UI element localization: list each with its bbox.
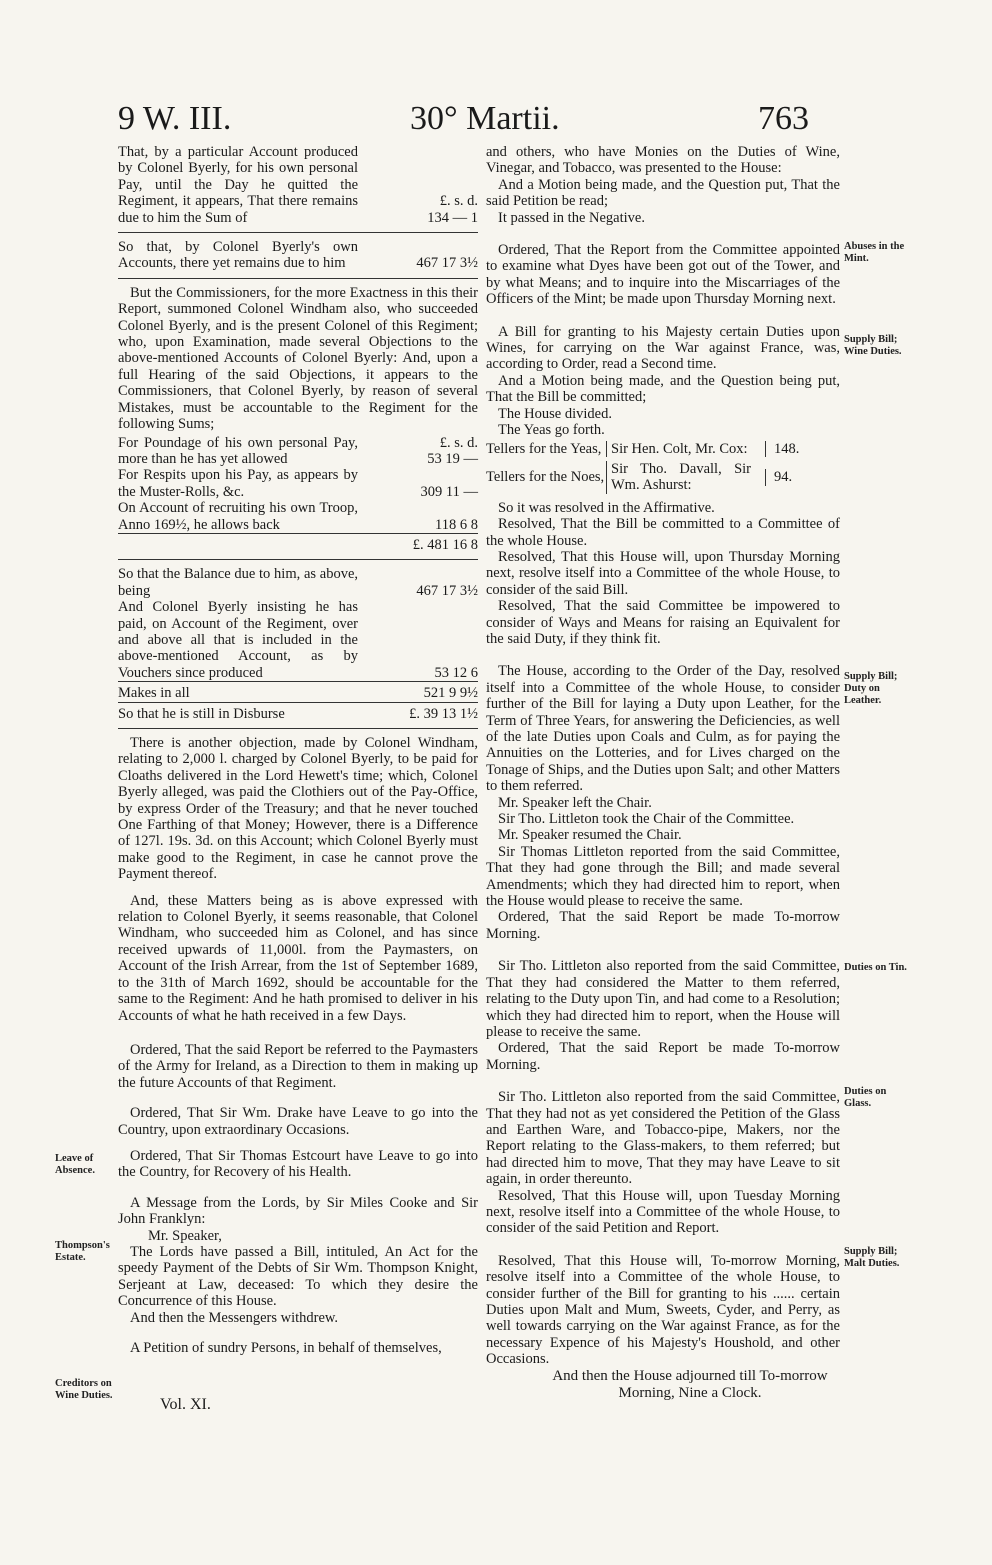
account-amount: £. s. d. 53 19 — xyxy=(358,435,478,468)
account-text: So that he is still in Disburse xyxy=(118,702,358,722)
paragraph: Ordered, That Sir Thomas Estcourt have Leave to go into the Country, for Recovery of his Health. xyxy=(118,1147,478,1181)
division-tellers xyxy=(486,441,840,494)
account-text: For Poundage of his own personal Pay, more than he has yet allowed xyxy=(118,434,358,467)
divider xyxy=(118,559,478,560)
paragraph: The Lords have passed a Bill, intituled, An Act for the speedy Payment of the Debts of Sir Wm. Thompson Knight, Serjeant at Law, deceased: To which they desire the Concurrence of this House. xyxy=(118,1243,478,1310)
account-text: On Account of recruiting his own Troop, Anno 169½, he allows back xyxy=(118,500,358,533)
paragraph: A Message from the Lords, by Sir Miles Cooke and Sir John Franklyn: xyxy=(118,1194,478,1228)
paragraph: Resolved, That the said Committee be impowered to consider of Ways and Means for raising an Equivalent for the said Duty, if they think fit. xyxy=(486,598,840,647)
tellers-noes: Tellers for the Noes, Sir Tho. Davall, Sir Wm. Ashurst: 94. xyxy=(486,460,793,494)
paragraph: And a Motion being made, and the Question being put, That the Bill be committed; xyxy=(486,372,840,406)
margin-note-glass: Duties on Glass. xyxy=(844,1086,887,1109)
page-number: 763 xyxy=(758,100,809,137)
account-text: Makes in all xyxy=(118,682,358,702)
paragraph: Sir Tho. Littleton also reported from the said Committee, That they had considered the Matter to them referred, relating to the Duty upon Tin, and had come to a Resolution; which they had directed him to report, when the House will please to receive the same. xyxy=(486,958,840,1040)
paragraph: Resolved, That this House will, upon Thursday Morning next, resolve itself into a Committee of the whole House, to consider of the said Bill. xyxy=(486,548,840,598)
account-table-1 xyxy=(118,144,478,226)
paragraph: And, these Matters being as is above expressed with relation to Colonel Byerly, it seems reasonable, that Colonel Windham, who succeeded him as Colonel, and has since received upwards of 11,000l. from the Paymasters, on Account of the Irish Arrear, from the 1st of September 1689, to the 31th of March 1692, should be accountable for the same to the Regiment: And he hath promised to deliver in his Accounts of what he hath received in a few Days. xyxy=(118,892,478,1024)
account-amount: £. 39 13 1½ xyxy=(358,702,478,722)
paragraph: Mr. Speaker resumed the Chair. xyxy=(498,827,682,844)
account-table-3 xyxy=(118,435,478,554)
vote-count: 94. xyxy=(765,469,792,485)
divider xyxy=(118,278,478,279)
margin-note-leave: Leave of Absence. xyxy=(55,1153,95,1176)
account-amount: 467 17 3½ xyxy=(416,255,478,272)
account-amount: 53 12 6 xyxy=(434,664,478,681)
header-date: 30° Martii. xyxy=(410,100,560,137)
tellers-yeas: Tellers for the Yeas, Sir Hen. Colt, Mr. Cox: 148. xyxy=(486,440,800,457)
account-amount: 467 17 3½ xyxy=(416,582,478,599)
paragraph: Mr. Speaker left the Chair. xyxy=(498,794,652,811)
account-amount: 521 9 9½ xyxy=(358,682,478,702)
margin-note-thompson: Thompson's Estate. xyxy=(55,1240,110,1263)
paragraph: The House divided. xyxy=(498,405,612,422)
paragraph: A Petition of sundry Persons, in behalf of themselves, xyxy=(130,1340,442,1356)
paragraph: It passed in the Negative. xyxy=(498,209,645,226)
paragraph: Sir Tho. Littleton took the Chair of the Committee. xyxy=(498,811,795,828)
paragraph: The Yeas go forth. xyxy=(498,422,605,439)
paragraph: Ordered, That the Report from the Committee appointed to examine what Dyes have been got out of the Tower, and by what Means; and to inquire into the Miscarriages of the Officers of the Mint; be made upon Thursday Morning next. xyxy=(486,242,840,308)
paragraph: There is another objection, made by Colonel Windham, relating to 2,000 l. charged by Colonel Byerly, to be paid for Cloaths delivered in the Lord Hewett's time; which, Colonel Byerly alleged, was paid the Clothiers out of the Pay-Office, by express Order of the Treasury; and that he never touched One Farthing of that Money; However, there is a Difference of 127l. 19s. 3d. on this Account; which Colonel Byerly must make good to the Regiment, in case he cannot prove the Payment thereof. xyxy=(118,735,478,883)
margin-note-wine: Supply Bill; Wine Duties. xyxy=(844,334,902,357)
paragraph: Sir Thomas Littleton reported from the said Committee, That they had gone through the Bill; and made several Amendments; which they had directed him to report, when the House would please to receive the same. xyxy=(486,843,840,910)
vote-count: 148. xyxy=(765,441,799,457)
account-amount: 309 11 — xyxy=(420,483,478,500)
paragraph: The House, according to the Order of the Day, resolved itself into a Committee of the whole House, to consider further of the Bill for laying a Duty upon Leather, for the Term of Three Years, for answering the Deficiencies, as well of the late Duties upon Coals and Culm, as for paying the Annuities on the Lotteries, and for Lives charged on the Tonage of Ships, and the Duties upon Salt; and other Matters to them referred. xyxy=(486,663,840,795)
paragraph: Ordered, That Sir Wm. Drake have Leave to go into the Country, upon extraordinary Occasions. xyxy=(118,1105,478,1138)
account-text: So that the Balance due to him, as above, being xyxy=(118,566,358,599)
teller-names: Sir Tho. Davall, Sir Wm. Ashurst: xyxy=(606,461,751,494)
account-amount: £. s. d. 134 — 1 xyxy=(358,144,478,226)
paragraph: and others, who have Monies on the Duties of Wine, Vinegar, and Tobacco, was presented to the House: xyxy=(486,144,840,177)
adjournment: And then the House adjourned till To-morrow Morning, Nine a Clock. xyxy=(552,1368,828,1401)
paragraph: But the Commissioners, for the more Exactness in this their Report, summoned Colonel Windham also, who succeeded Colonel Byerly, and is the present Colonel of this Regiment; who, upon Examination, made several Objections to the above-mentioned Accounts of Colonel Byerly: And, upon a full Hearing of the said Objections, it appears to the Commissioners, that Colonel Byerly, by reason of several Mistakes, must be accountable to the Regiment for the following Sums; xyxy=(118,284,478,433)
volume-footer: Vol. XI. xyxy=(160,1396,211,1413)
margin-note-malt: Supply Bill; Malt Duties. xyxy=(844,1246,900,1269)
header-regnal-year: 9 W. III. xyxy=(118,100,232,137)
paragraph: A Bill for granting to his Majesty certain Duties upon Wines, for carrying on the War against France, was, according to Order, read a Second time. xyxy=(486,323,840,373)
margin-note-abuses: Abuses in the Mint. xyxy=(844,241,905,264)
account-text: So that, by Colonel Byerly's own Accounts, there yet remains due to him xyxy=(118,239,358,272)
account-text: And Colonel Byerly insisting he has paid, on Account of the Regiment, over and above all that is included in the above-mentioned Account, as by Vouchers since produced xyxy=(118,599,358,681)
account-text: For Respits upon his Pay, as appears by the Muster-Rolls, &c. xyxy=(118,467,358,500)
paragraph: So it was resolved in the Affirmative. xyxy=(498,499,715,516)
currency-header: £. s. d. xyxy=(439,193,478,210)
paragraph: And then the Messengers withdrew. xyxy=(130,1309,339,1326)
account-amount: 118 6 8 xyxy=(435,516,478,533)
margin-note-leather: Supply Bill; Duty on Leather. xyxy=(844,671,898,706)
divider xyxy=(118,232,478,233)
paragraph: Resolved, That this House will, upon Tuesday Morning next, resolve itself into a Committee of the whole House, to consider of the said Petition and Report. xyxy=(486,1187,840,1237)
left-column xyxy=(118,144,478,1356)
account-table-2 xyxy=(118,239,478,272)
margin-note-tin: Duties on Tin. xyxy=(844,962,907,973)
paragraph: Ordered, That the said Report be referred to the Paymasters of the Army for Ireland, as a Direction to them in making up the future Accounts of that Regiment. xyxy=(118,1041,478,1091)
paragraph: Ordered, That the said Report be made To-morrow Morning. xyxy=(486,909,840,942)
account-text: That, by a particular Account produced by Colonel Byerly, for his own personal Pay, until the Day he quitted the Regiment, it appears, That there remains due to him the Sum of xyxy=(118,144,358,226)
divider xyxy=(118,728,478,729)
paragraph: Mr. Speaker, xyxy=(148,1227,222,1244)
currency-header: £. s. d. xyxy=(439,434,478,451)
right-column xyxy=(486,144,840,1378)
paragraph: Resolved, That this House will, To-morrow Morning, resolve itself into a Committee of the whole House, to consider further of the Bill for granting to his ...... certain Duties upon Malt and Mum, Sweets, Cyder, and Perry, as well towards carrying on the War against France, as for the necessary Expence of his Majesty's Houshold, and other Occasions. xyxy=(486,1252,840,1368)
margin-note-creditors: Creditors on Wine Duties. xyxy=(55,1378,113,1401)
teller-names: Sir Hen. Colt, Mr. Cox: xyxy=(606,441,751,457)
account-total: £. 481 16 8 xyxy=(358,533,478,553)
paragraph: And a Motion being made, and the Question put, That the said Petition be read; xyxy=(486,176,840,210)
account-table-4 xyxy=(118,566,478,722)
paragraph: Ordered, That the said Report be made To-morrow Morning. xyxy=(486,1040,840,1073)
paragraph: Sir Tho. Littleton also reported from the said Committee, That they had not as yet considered the Petition of the Glass and Earthen Ware, and Tobacco-pipe, Makers, nor the Report relating to the Glass-makers, to them referred; but had directed him to move, That they may have Leave to sit again, in order thereunto. xyxy=(486,1089,840,1188)
paragraph: Resolved, That the Bill be committed to a Committee of the whole House. xyxy=(486,516,840,549)
